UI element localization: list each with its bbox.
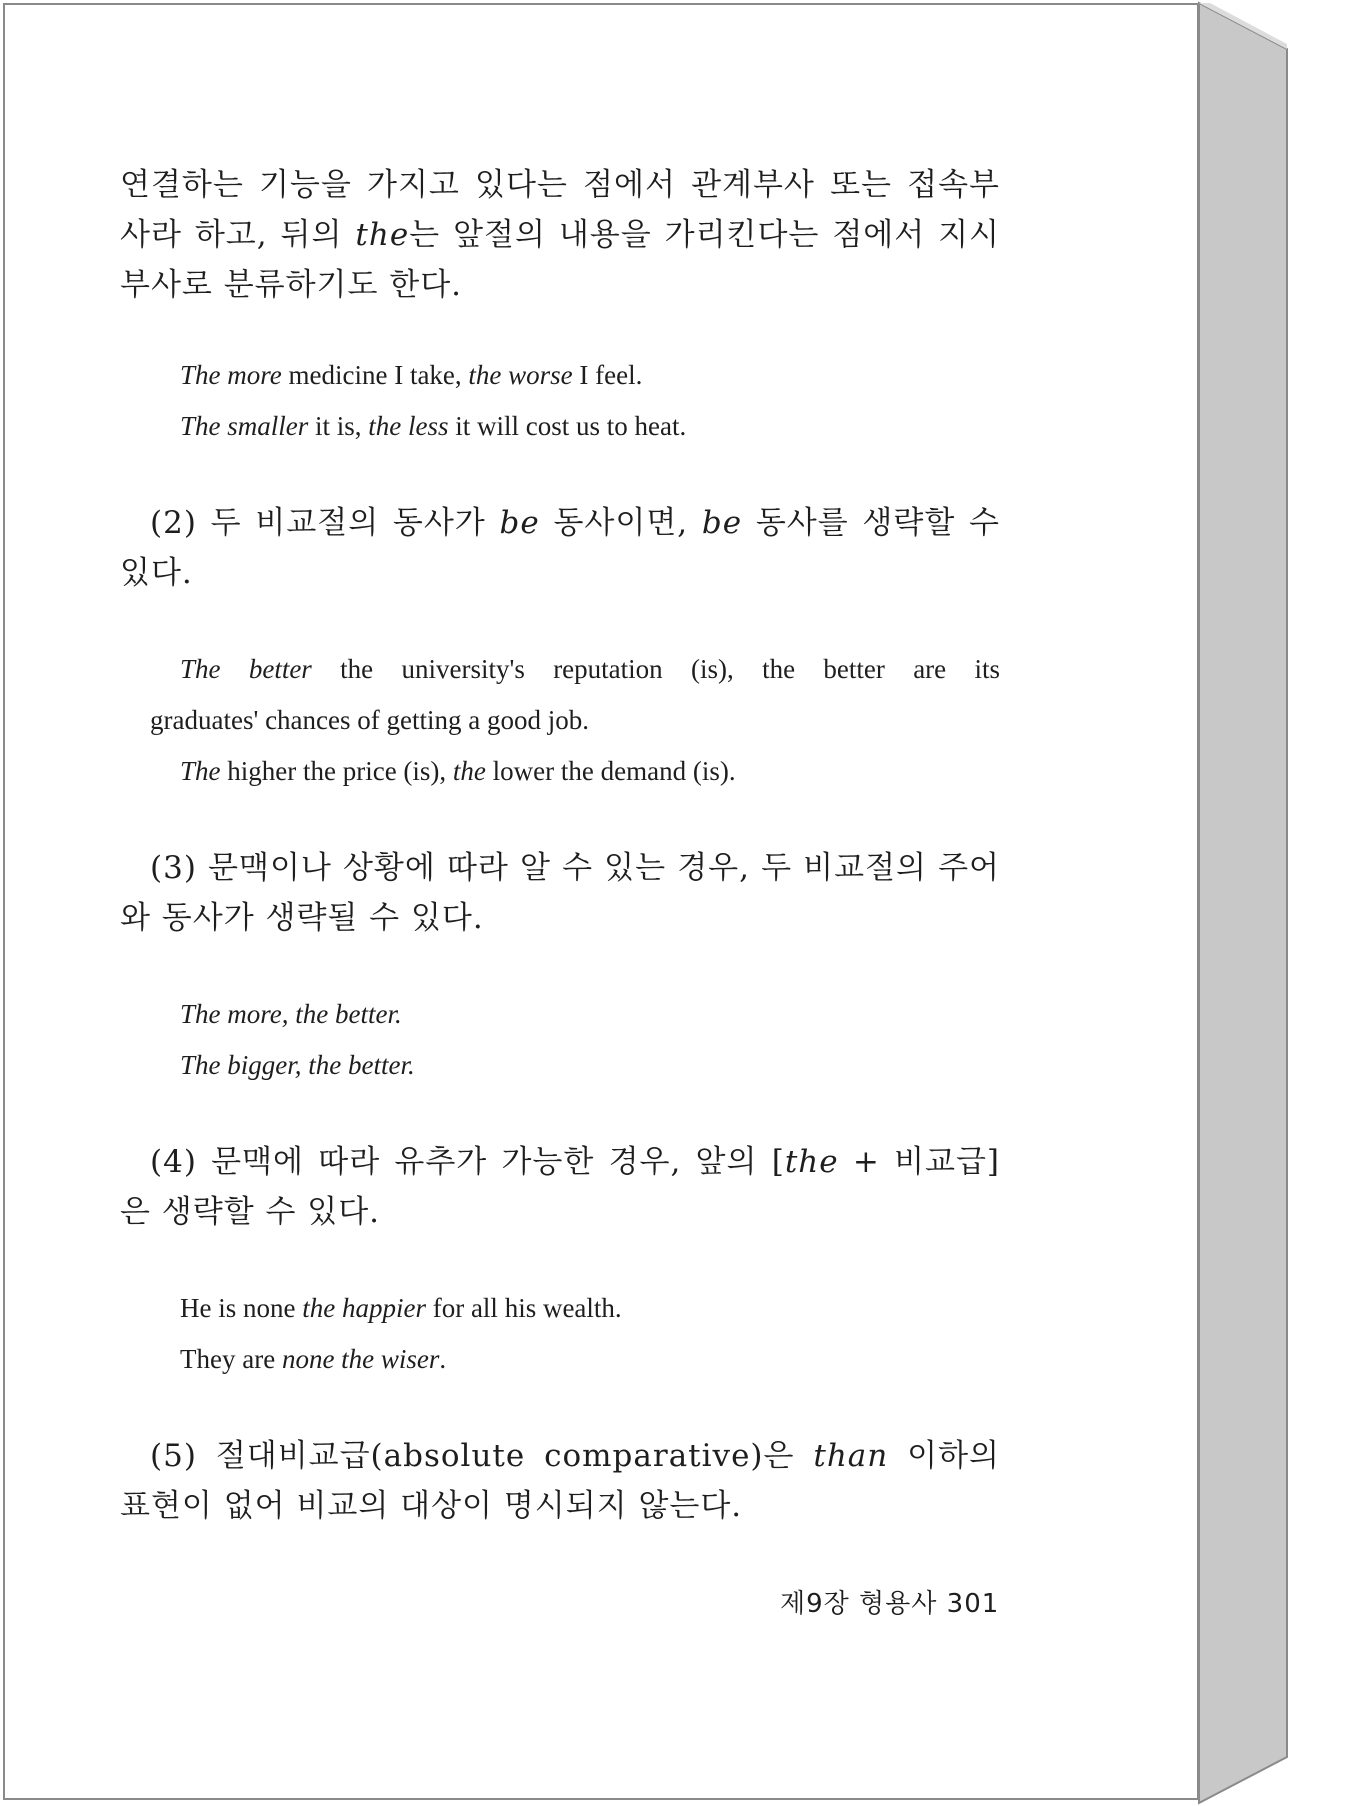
page-content (120, 160, 1000, 1531)
rule-2-heading: (2) 두 비교절의 동사가 be 동사이면, be 동사를 생략할 수 있다. (120, 505, 1000, 591)
example-line: The more, the better. (180, 999, 402, 1029)
example-line: He is none the happier for all his wealth. (180, 1293, 622, 1323)
intro-text-1: 연결하는 기능을 가지고 있다는 점에서 관계부사 또는 접속부사라 하고, 뒤의 (120, 167, 1000, 253)
example-line: They are none the wiser. (180, 1344, 447, 1374)
example-line: The better the university's reputation (is), the better are its (180, 654, 1001, 684)
example-group-4 (120, 1283, 1000, 1385)
intro-text-2: 는 앞절의 내용을 가리킨다는 점에서 지시부사로 분류하기도 한다. (120, 217, 1001, 303)
rule-3-heading: (3) 문맥이나 상황에 따라 알 수 있는 경우, 두 비교절의 주어와 동사가 생략될 수 있다. (120, 850, 1000, 936)
example-group-3 (120, 989, 1000, 1091)
example-line: The more medicine I take, the worse I feel. (180, 360, 643, 390)
example-group-1 (120, 350, 1000, 452)
intro-paragraph (120, 160, 1000, 310)
example-line: The smaller it is, the less it will cost us to heat. (180, 411, 687, 441)
example-line: The higher the price (is), the lower the demand (is). (180, 756, 736, 786)
intro-the-word: the (355, 217, 410, 253)
example-group-2 (120, 644, 1000, 797)
page-footer: 제9장 형용사 301 (780, 1589, 1000, 1619)
example-line-continuation: graduates' chances of getting a good job. (150, 705, 589, 735)
example-line: The bigger, the better. (180, 1050, 415, 1080)
rule-4-heading: (4) 문맥에 따라 유추가 가능한 경우, 앞의 [the + 비교급]은 생략할 수 있다. (120, 1144, 1001, 1230)
rule-5-heading: (5) 절대비교급(absolute comparative)은 than 이하의 표현이 없어 비교의 대상이 명시되지 않는다. (120, 1438, 1000, 1524)
